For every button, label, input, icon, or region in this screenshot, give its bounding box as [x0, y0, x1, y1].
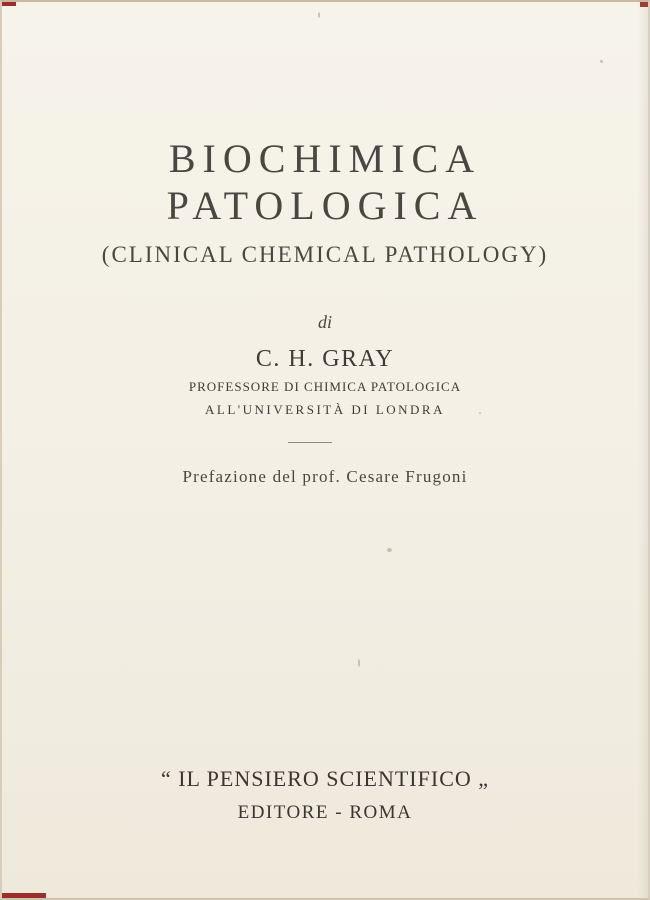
paper-speck [358, 659, 360, 667]
binding-corner-top-left [2, 2, 16, 6]
title-line-2: PATOLOGICA [166, 183, 484, 228]
paper-speck [600, 60, 603, 63]
publisher-imprint: EDITORE - ROMA [237, 802, 413, 823]
binding-corner-bottom-left [2, 893, 46, 898]
author-affiliation-line-2: ALL'UNIVERSITÀ DI LONDRA [205, 402, 445, 417]
publisher-name: “ IL PENSIERO SCIENTIFICO „ [160, 766, 490, 791]
paper-speck [479, 412, 481, 414]
title-line-1: BIOCHIMICA [168, 136, 482, 181]
subtitle: (CLINICAL CHEMICAL PATHOLOGY) [101, 242, 549, 267]
preface-credit: Prefazione del prof. Cesare Frugoni [182, 467, 468, 486]
paper-speck [387, 548, 392, 552]
author-affiliation-line-1: PROFESSORE DI CHIMICA PATOLOGICA [188, 379, 462, 394]
by-label: di [317, 312, 332, 332]
separator-rule [288, 442, 332, 443]
paper-speck [318, 12, 320, 18]
author-name: C. H. GRAY [255, 346, 395, 372]
